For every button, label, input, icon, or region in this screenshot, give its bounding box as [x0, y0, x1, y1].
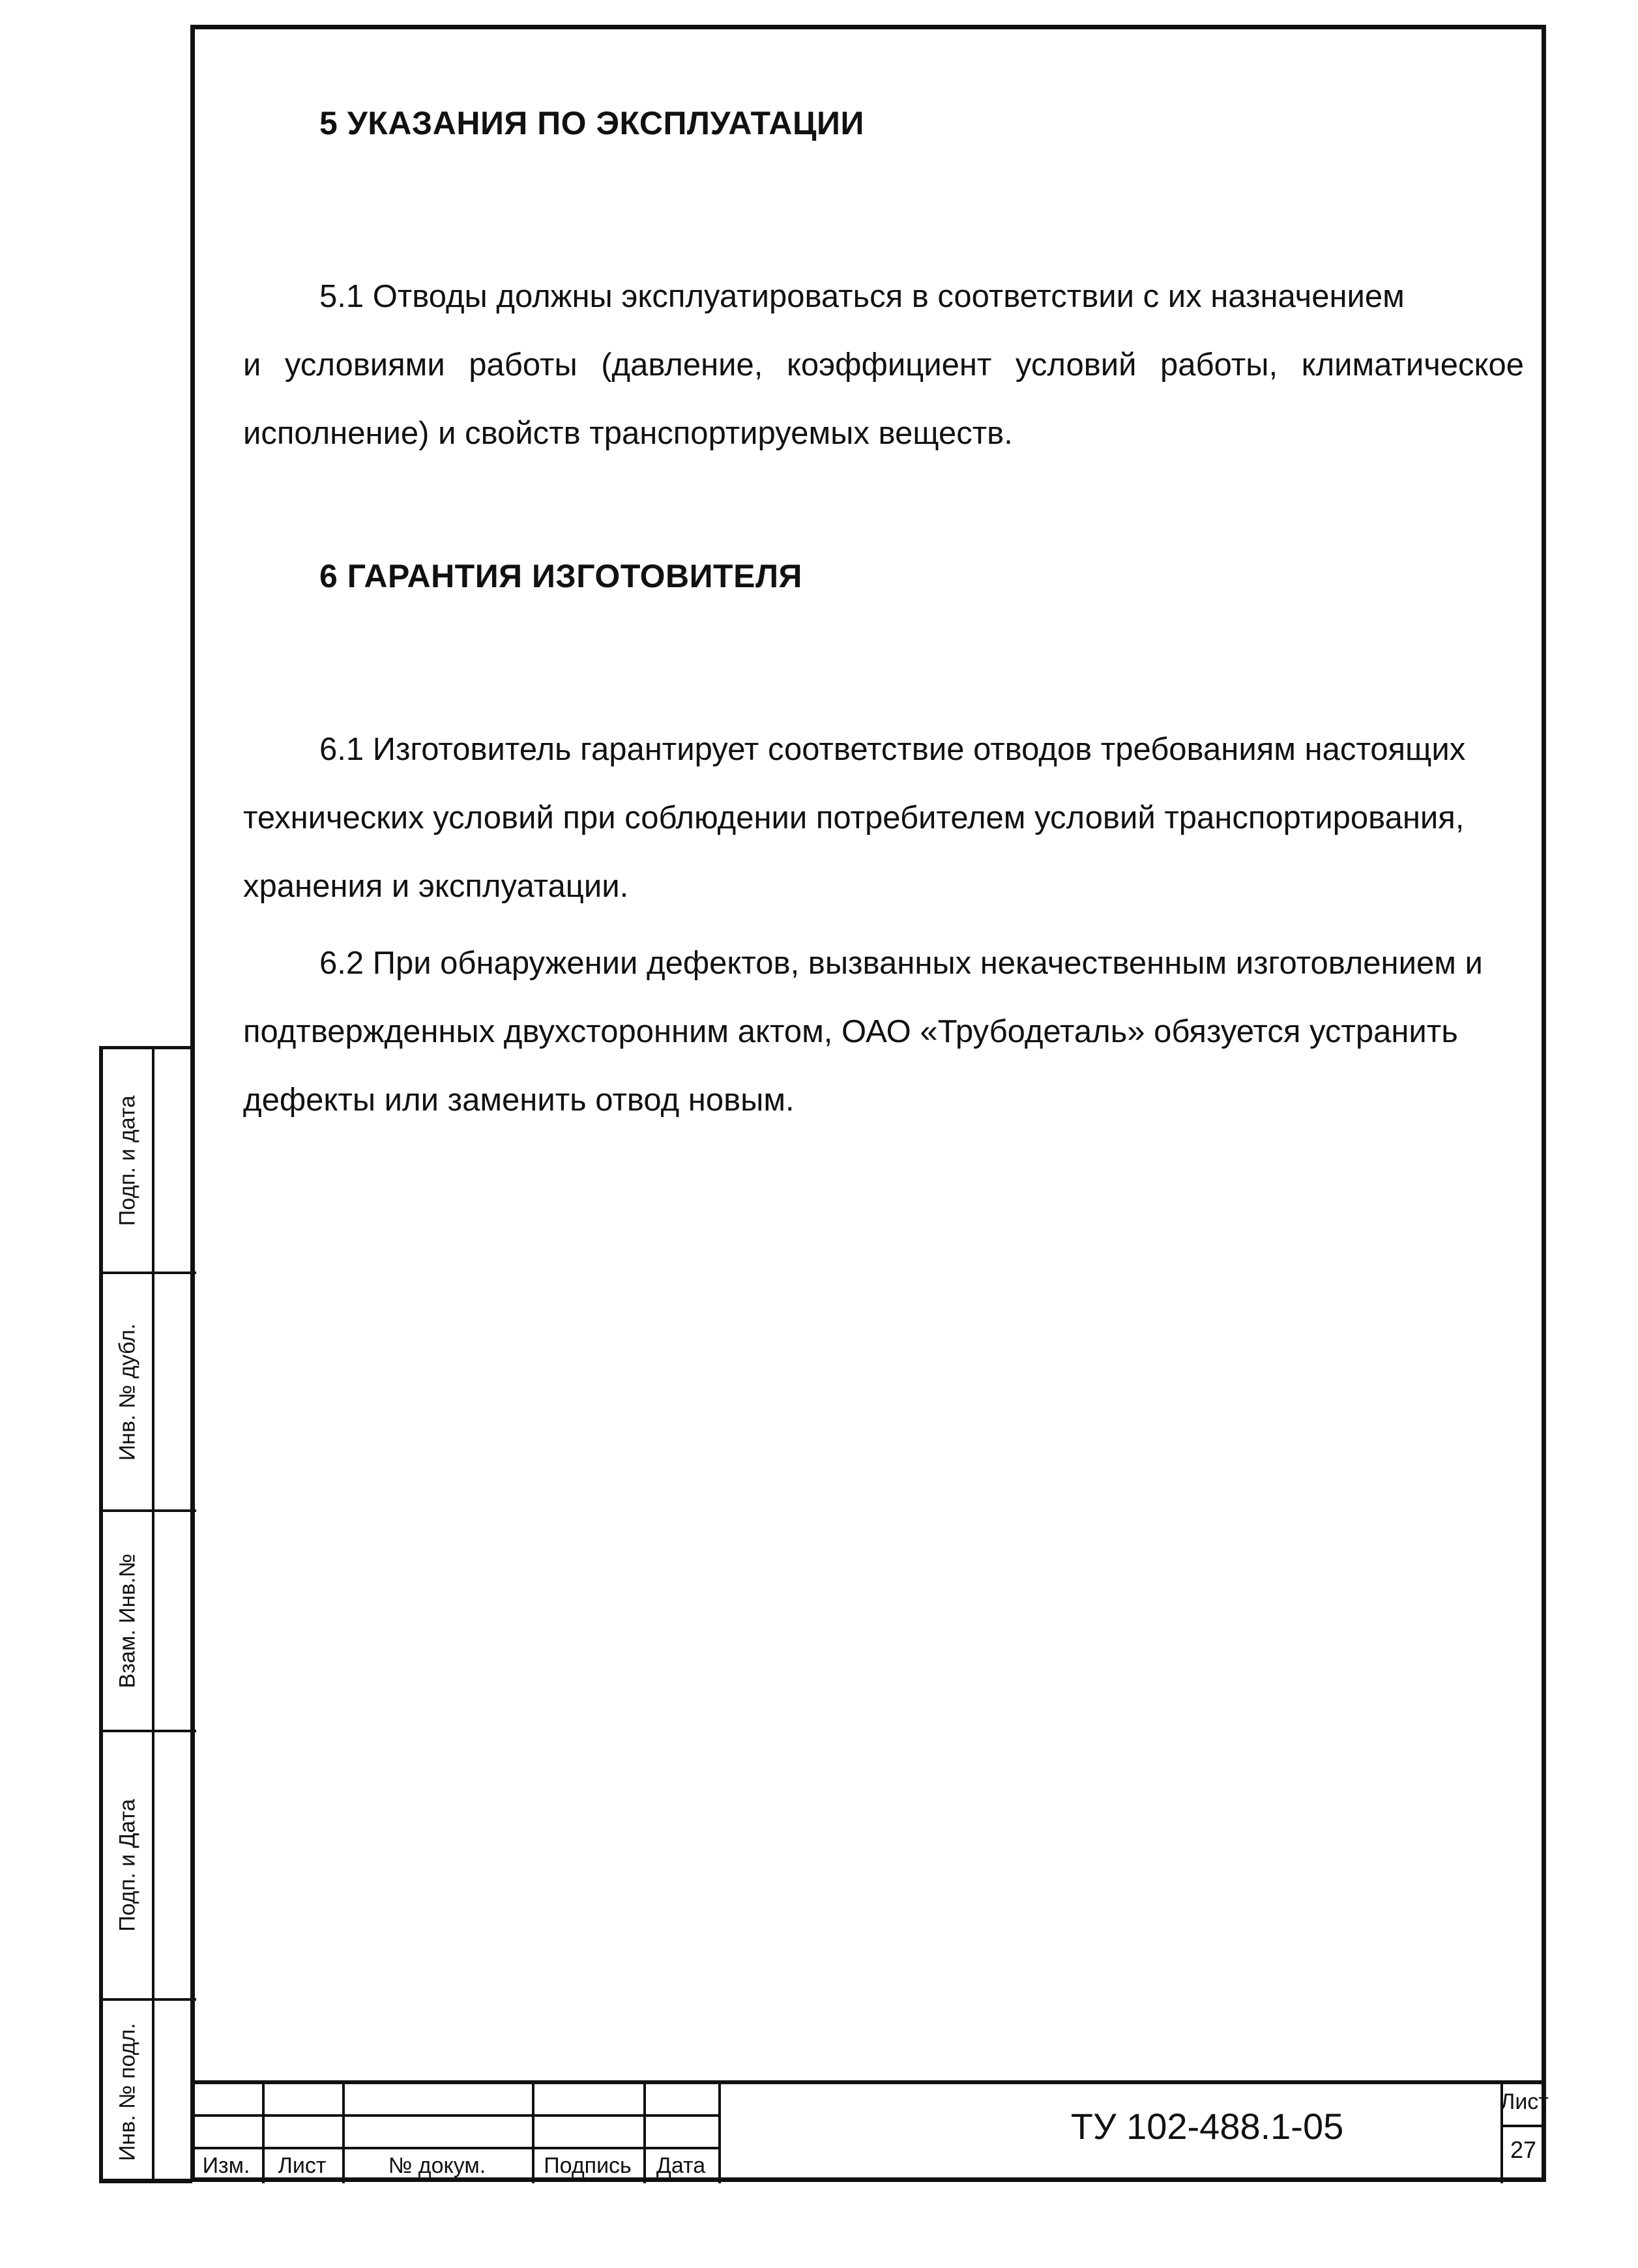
side-stamp-label: Инв. № подл. [115, 2023, 140, 2161]
document-code: ТУ 102-488.1-05 [1070, 2106, 1344, 2147]
col-doc-label: № докум. [388, 2153, 486, 2178]
paragraph-line: хранения и эксплуатации. [243, 869, 629, 904]
paragraph-line: технических условий при соблюдении потребителем условий транспортирования, [243, 800, 1465, 836]
col-list-label: Лист [278, 2153, 327, 2178]
side-stamp-label: Взам. Инв.№ [115, 1553, 140, 1689]
side-stamp-label: Подп. и дата [115, 1095, 140, 1226]
paragraph-line: исполнение) и свойств транспортируемых веществ. [243, 416, 1013, 451]
side-stamp-cell [103, 1049, 196, 1274]
col-izm-label: Изм. [202, 2153, 250, 2178]
side-stamp-label: Подп. и Дата [115, 1799, 140, 1932]
sheet-number: 27 [1510, 2136, 1537, 2163]
paragraph-line: 6.2 При обнаружении дефектов, вызванных некачественным изготовлением и [319, 946, 1483, 981]
paragraph-line: подтвержденных двухсторонним актом, ОАО «Трубодеталь» обязуется устранить [243, 1014, 1458, 1049]
title-block-rule [190, 2114, 718, 2117]
title-block-rule [1500, 2125, 1546, 2127]
paragraph-6-1 [243, 716, 1524, 921]
paragraph-line: 5.1 Отводы должны эксплуатироваться в соответствии с их назначением [319, 279, 1405, 314]
section-5-heading: 5 УКАЗАНИЯ ПО ЭКСПЛУАТАЦИИ [319, 105, 864, 141]
col-date-label: Дата [656, 2153, 706, 2178]
paragraph-line: дефекты или заменить отвод новым. [243, 1083, 795, 1118]
title-block-divider [718, 2084, 721, 2183]
paragraph-line: 6.1 Изготовитель гарантирует соответствие отводов требованиям настоящих [319, 732, 1466, 767]
section-6-heading: 6 ГАРАНТИЯ ИЗГОТОВИТЕЛЯ [319, 558, 802, 594]
side-stamp [99, 1046, 192, 2183]
side-stamp-cell [103, 1732, 196, 2001]
sheet-label: Лист [1500, 2089, 1549, 2114]
side-stamp-cell [103, 1274, 196, 1512]
title-block-rule [190, 2147, 718, 2149]
title-block [190, 2080, 1549, 2183]
paragraph-5-1 [243, 263, 1524, 468]
side-stamp-cell [103, 1512, 196, 1732]
side-stamp-label: Инв. № дубл. [115, 1323, 140, 1461]
col-sign-label: Подпись [544, 2153, 632, 2178]
paragraph-6-2 [243, 929, 1524, 1135]
side-stamp-cell [103, 2001, 196, 2183]
paragraph-line: и условиями работы (давление, коэффициент условий работы, климатическое [243, 347, 1524, 383]
